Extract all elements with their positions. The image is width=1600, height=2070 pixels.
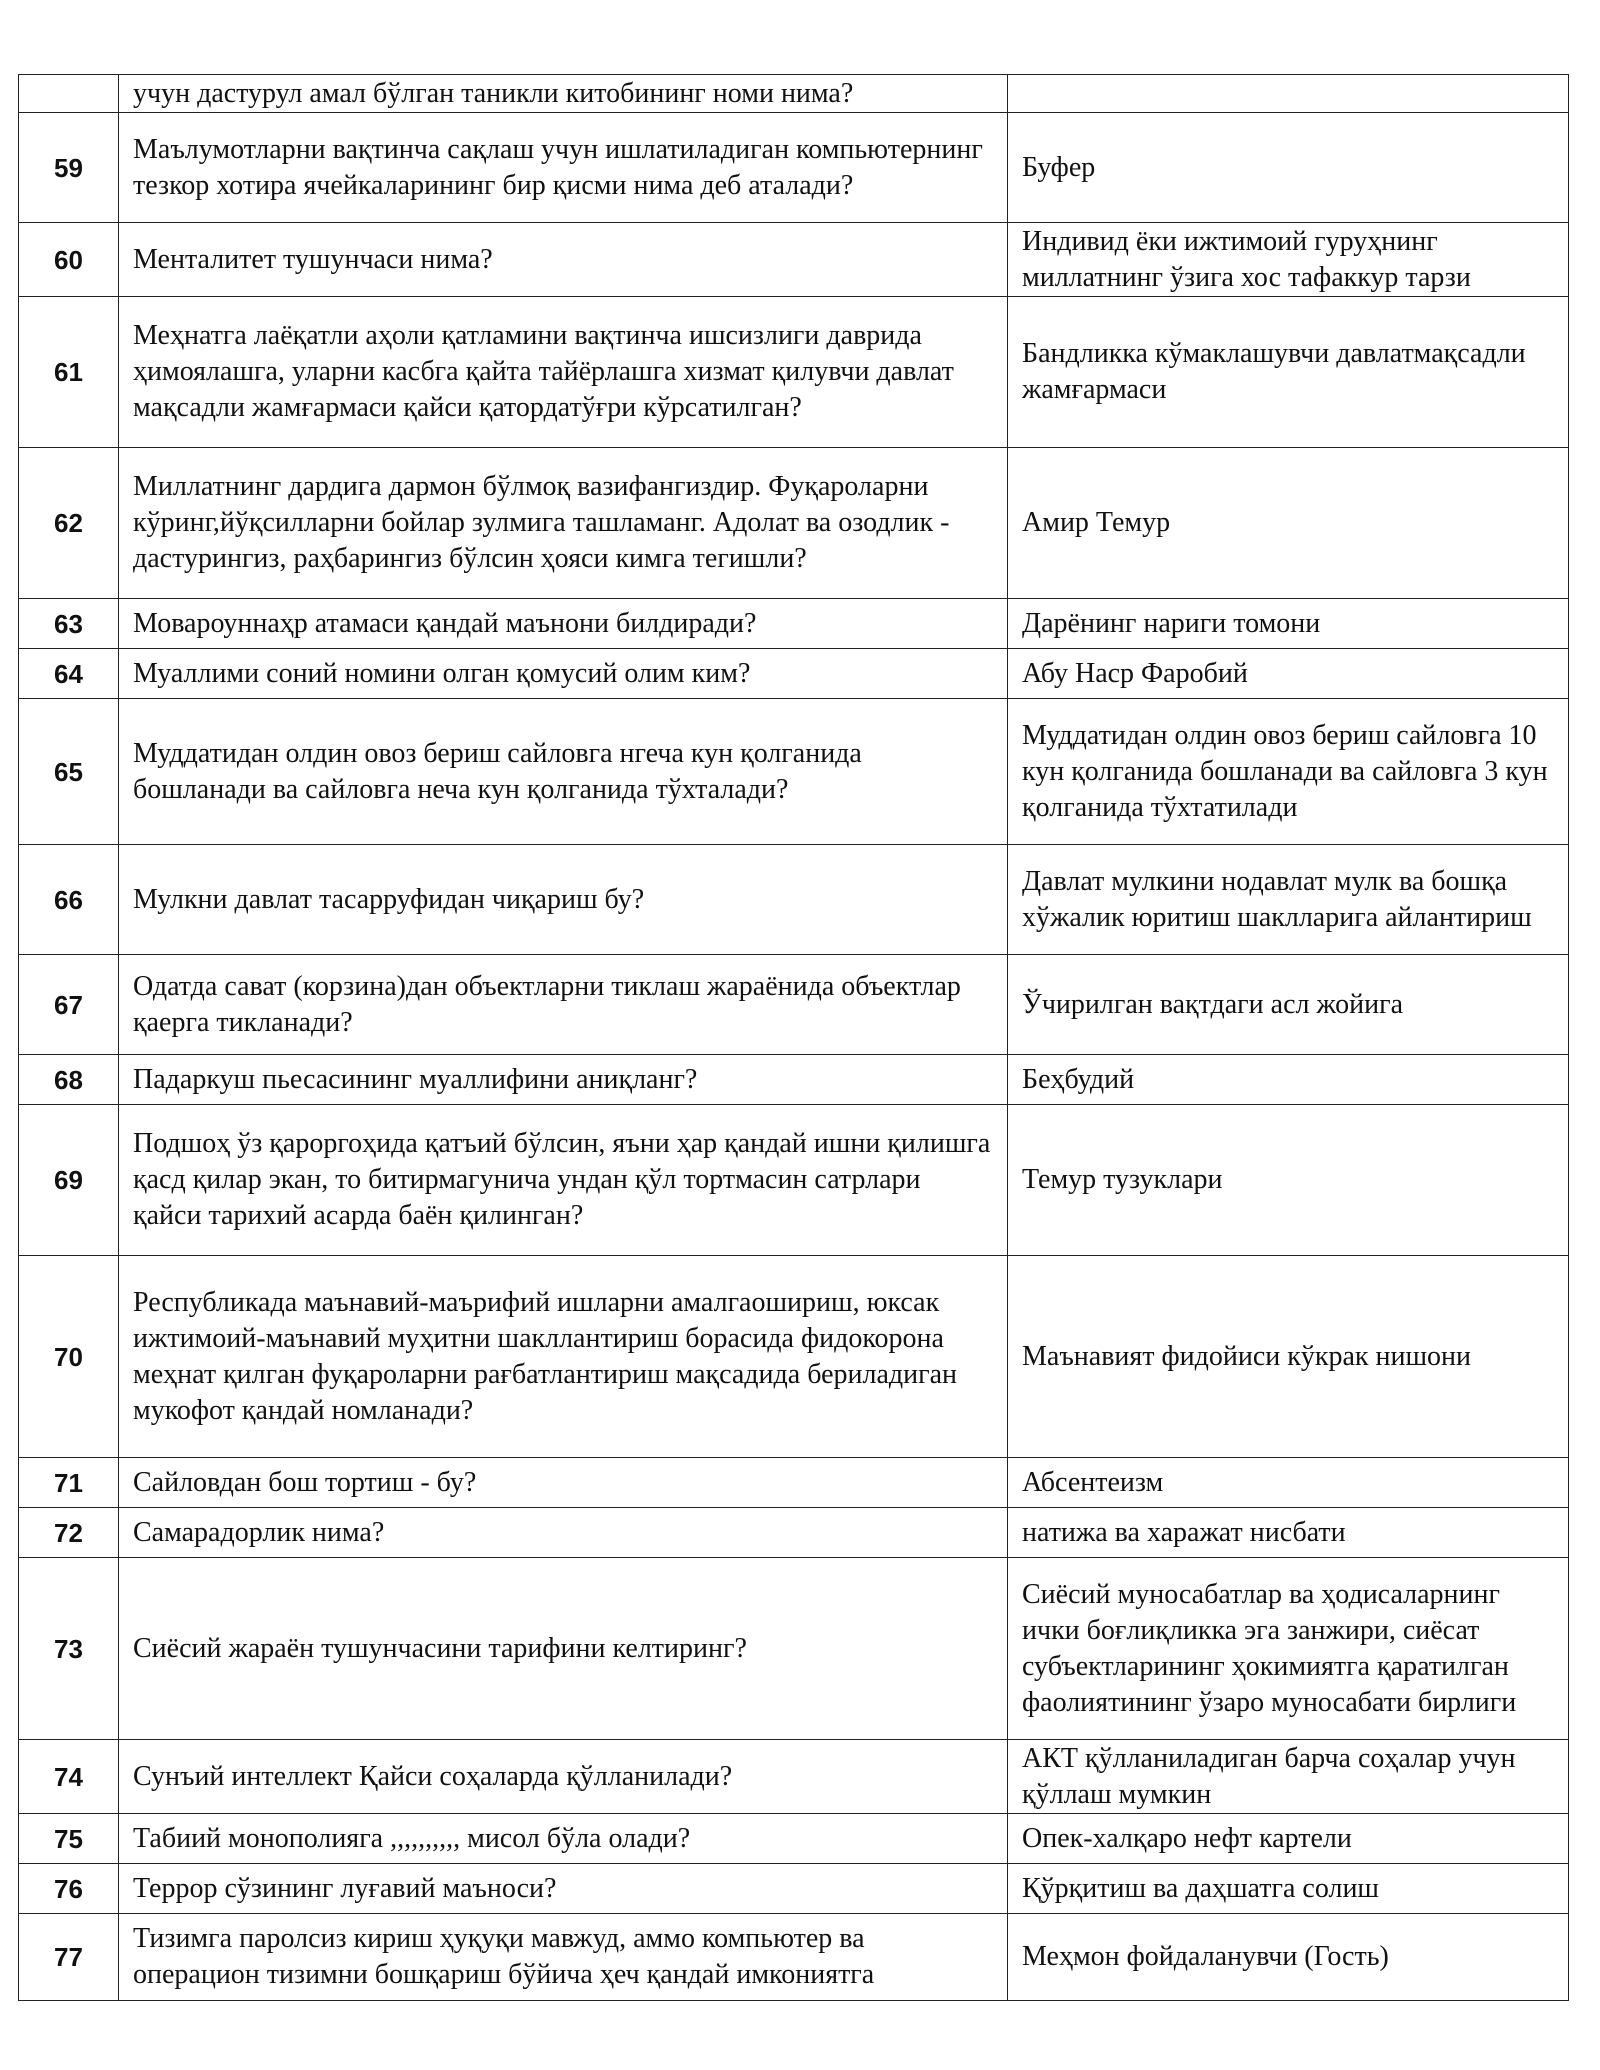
table-row — [19, 699, 1569, 845]
answer-cell: Опек-халқаро нефт картели — [1008, 1814, 1569, 1864]
table-row — [19, 1914, 1569, 2001]
question-cell: Сайловдан бош тортиш - бу? — [119, 1458, 1008, 1508]
question-cell: учун дастурул амал бўлган таникли китобининг номи нима? — [119, 75, 1008, 113]
question-cell: Мулкни давлат тасарруфидан чиқариш бу? — [119, 845, 1008, 955]
answer-cell: Қўрқитиш ва даҳшатга солиш — [1008, 1864, 1569, 1914]
row-number: 74 — [19, 1740, 119, 1814]
table-row — [19, 113, 1569, 223]
table-row — [19, 1558, 1569, 1740]
answer-cell: Ўчирилган вақтдаги асл жойига — [1008, 955, 1569, 1055]
question-cell: Табиий монополияга ,,,,,,,,,, мисол бўла олади? — [119, 1814, 1008, 1864]
question-cell: Маълумотларни вақтинча сақлаш учун ишлатиладиган компьютернинг тезкор хотира ячейкаларининг бир қисми нима деб аталади? — [119, 113, 1008, 223]
answer-cell: натижа ва харажат нисбати — [1008, 1508, 1569, 1558]
row-number: 69 — [19, 1105, 119, 1256]
question-cell: Подшоҳ ўз қароргоҳида қатъий бўлсин, яъни ҳар қандай ишни қилишга қасд қилар экан, то битирмагунича ундан қўл тортмасин сатрлари қайси тарихий асарда баён қилинган? — [119, 1105, 1008, 1256]
answer-cell: Абсентеизм — [1008, 1458, 1569, 1508]
row-number: 71 — [19, 1458, 119, 1508]
question-cell: Одатда сават (корзина)дан объектларни тиклаш жараёнида объектлар қаерга тикланади? — [119, 955, 1008, 1055]
row-number: 64 — [19, 649, 119, 699]
table-row — [19, 223, 1569, 297]
answer-cell: Темур тузуклари — [1008, 1105, 1569, 1256]
table-row — [19, 1256, 1569, 1458]
row-number — [19, 75, 119, 113]
row-number: 73 — [19, 1558, 119, 1740]
table-row — [19, 649, 1569, 699]
row-number: 76 — [19, 1864, 119, 1914]
answer-cell: Индивид ёки ижтимоий гуруҳнинг миллатнинг ўзига хос тафаккур тарзи — [1008, 223, 1569, 297]
row-number: 65 — [19, 699, 119, 845]
question-cell: Сунъий интеллект Қайси соҳаларда қўлланилади? — [119, 1740, 1008, 1814]
table-row — [19, 75, 1569, 113]
row-number: 75 — [19, 1814, 119, 1864]
answer-cell: Меҳмон фойдаланувчи (Гость) — [1008, 1914, 1569, 2001]
table-row — [19, 1740, 1569, 1814]
question-cell: Мовароуннаҳр атамаси қандай маънони билдиради? — [119, 599, 1008, 649]
question-cell: Тизимга паролсиз кириш ҳуқуқи мавжуд, аммо компьютер ва операцион тизимни бошқариш бўйича ҳеч қандай имкониятга — [119, 1914, 1008, 2001]
question-cell: Республикада маънавий-маърифий ишларни амалгаошириш, юксак ижтимоий-маънавий муҳитни шакллантириш борасида фидокорона меҳнат қилган фуқароларни рағбатлантириш мақсадида бериладиган мукофот қандай номланади? — [119, 1256, 1008, 1458]
table-row — [19, 1458, 1569, 1508]
row-number: 67 — [19, 955, 119, 1055]
table-row — [19, 845, 1569, 955]
answer-cell: Беҳбудий — [1008, 1055, 1569, 1105]
row-number: 62 — [19, 448, 119, 599]
answer-cell: Муддатидан олдин овоз бериш сайловга 10 кун қолганида бошланади ва сайловга 3 кун қолганида тўхтатилади — [1008, 699, 1569, 845]
table-row — [19, 1814, 1569, 1864]
question-cell: Террор сўзининг луғавий маъноси? — [119, 1864, 1008, 1914]
question-cell: Падаркуш пьесасининг муаллифини аниқланг? — [119, 1055, 1008, 1105]
table-row — [19, 1105, 1569, 1256]
answer-cell: Дарёнинг нариги томони — [1008, 599, 1569, 649]
answer-cell: Бандликка кўмаклашувчи давлатмақсадли жамғармаси — [1008, 297, 1569, 448]
row-number: 72 — [19, 1508, 119, 1558]
answer-cell: Маънавият фидойиси кўкрак нишони — [1008, 1256, 1569, 1458]
qa-table — [18, 74, 1569, 2001]
question-cell: Муаллими соний номини олган қомусий олим ким? — [119, 649, 1008, 699]
answer-cell: Абу Наср Фаробий — [1008, 649, 1569, 699]
row-number: 66 — [19, 845, 119, 955]
question-cell: Самарадорлик нима? — [119, 1508, 1008, 1558]
answer-cell — [1008, 75, 1569, 113]
answer-cell: Амир Темур — [1008, 448, 1569, 599]
question-cell: Миллатнинг дардига дармон бўлмоқ вазифангиздир. Фуқароларни кўринг,йўқсилларни бойлар зулмига ташламанг. Адолат ва озодлик - дастурингиз, раҳбарингиз бўлсин ҳояси кимга тегишли? — [119, 448, 1008, 599]
table-row — [19, 955, 1569, 1055]
table-row — [19, 599, 1569, 649]
row-number: 70 — [19, 1256, 119, 1458]
row-number: 59 — [19, 113, 119, 223]
row-number: 68 — [19, 1055, 119, 1105]
row-number: 63 — [19, 599, 119, 649]
row-number: 61 — [19, 297, 119, 448]
answer-cell: Давлат мулкини нодавлат мулк ва бошқа хўжалик юритиш шаклларига айлантириш — [1008, 845, 1569, 955]
answer-cell: Буфер — [1008, 113, 1569, 223]
answer-cell: АКТ қўлланиладиган барча соҳалар учун қўллаш мумкин — [1008, 1740, 1569, 1814]
question-cell: Сиёсий жараён тушунчасини тарифини келтиринг? — [119, 1558, 1008, 1740]
answer-cell: Сиёсий муносабатлар ва ҳодисаларнинг ички боғлиқликка эга занжири, сиёсат субъектларининг ҳокимиятга қаратилган фаолиятининг ўзаро муносабати бирлиги — [1008, 1558, 1569, 1740]
table-row — [19, 1508, 1569, 1558]
question-cell: Менталитет тушунчаси нима? — [119, 223, 1008, 297]
table-row — [19, 448, 1569, 599]
table-row — [19, 297, 1569, 448]
table-row — [19, 1055, 1569, 1105]
row-number: 77 — [19, 1914, 119, 2001]
question-cell: Меҳнатга лаёқатли аҳоли қатламини вақтинча ишсизлиги даврида ҳимоялашга, уларни касбга қайта тайёрлашга хизмат қилувчи давлат мақсадли жамғармаси қайси қатордатўғри кўрсатилган? — [119, 297, 1008, 448]
table-row — [19, 1864, 1569, 1914]
question-cell: Муддатидан олдин овоз бериш сайловга нгеча кун қолганида бошланади ва сайловга неча кун қолганида тўхталади? — [119, 699, 1008, 845]
row-number: 60 — [19, 223, 119, 297]
